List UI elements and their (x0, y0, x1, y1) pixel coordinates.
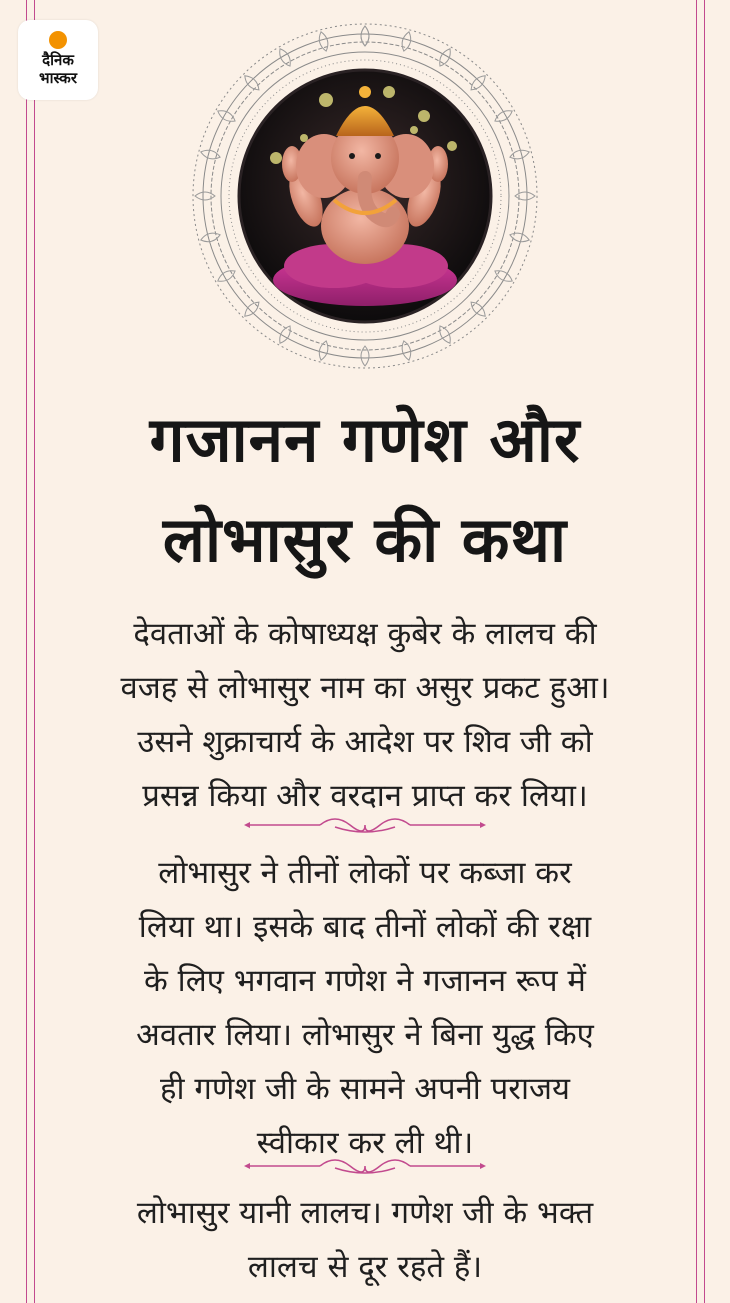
paragraph-line: के लिए भगवान गणेश ने गजानन रूप में (144, 963, 586, 999)
ornamental-divider (240, 815, 490, 835)
paragraph-line: लालच से दूर रहते हैं। (247, 1249, 483, 1285)
page-title (40, 390, 690, 590)
story-paragraph-2 (60, 846, 670, 1170)
paragraph-line: लोभासुर ने तीनों लोकों पर कब्जा कर (158, 855, 572, 891)
title-line2: लोभासुर की कथा (162, 503, 568, 576)
left-border-outer (26, 0, 27, 1303)
story-paragraph-3 (60, 1186, 670, 1294)
ornamental-divider (240, 1156, 490, 1176)
right-border-inner (696, 0, 697, 1303)
paragraph-line: लिया था। इसके बाद तीनों लोकों की रक्षा (138, 909, 592, 945)
story-paragraph-1 (60, 607, 670, 823)
sun-icon (49, 31, 67, 49)
left-border-inner (34, 0, 35, 1303)
brand-logo[interactable] (18, 20, 98, 100)
ganesha-medallion (184, 18, 546, 375)
paragraph-line: ही गणेश जी के सामने अपनी पराजय (160, 1071, 570, 1107)
paragraph-line: उसने शुक्राचार्य के आदेश पर शिव जी को (137, 724, 593, 760)
title-line1: गजानन गणेश और (149, 403, 581, 476)
paragraph-line: स्वीकार कर ली थी। (256, 1125, 474, 1161)
right-border-outer (704, 0, 705, 1303)
paragraph-line: अवतार लिया। लोभासुर ने बिना युद्ध किए (136, 1017, 594, 1053)
paragraph-line: वजह से लोभासुर नाम का असुर प्रकट हुआ। (120, 670, 610, 706)
brand-name-line1: दैनिक (42, 51, 74, 69)
paragraph-line: देवताओं के कोषाध्यक्ष कुबेर के लालच की (133, 616, 597, 652)
paragraph-line: प्रसन्न किया और वरदान प्राप्त कर लिया। (142, 778, 588, 814)
paragraph-line: लोभासुर यानी लालच। गणेश जी के भक्त (136, 1195, 594, 1231)
brand-name-line2: भास्कर (39, 69, 77, 87)
